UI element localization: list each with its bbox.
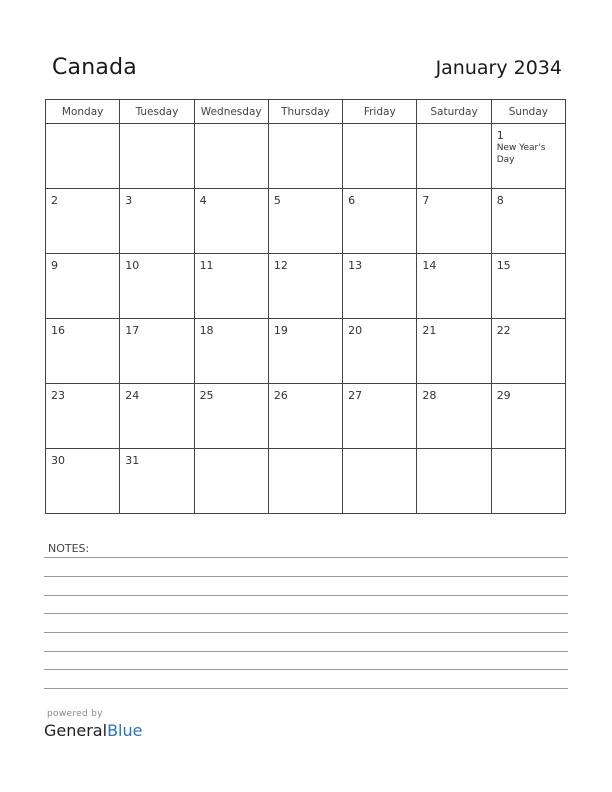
day-number: 24 — [125, 389, 140, 402]
brand-blue-text: Blue — [107, 721, 143, 740]
day-cell — [120, 449, 194, 514]
day-cell — [268, 254, 342, 319]
note-line — [44, 613, 568, 614]
day-cell — [268, 449, 342, 514]
weekday-header: Saturday — [417, 100, 491, 124]
weekday-header: Sunday — [491, 100, 565, 124]
day-number: 9 — [51, 259, 58, 272]
powered-by-text: powered by — [47, 709, 103, 719]
day-cell — [194, 254, 268, 319]
day-cell — [417, 189, 491, 254]
note-line — [44, 632, 568, 633]
note-line — [44, 557, 568, 558]
day-number: 19 — [273, 324, 288, 337]
brand-general-text: General — [44, 721, 108, 740]
note-line — [44, 576, 568, 577]
day-cell — [46, 189, 120, 254]
month-year-title: January 2034 — [435, 57, 562, 79]
day-cell — [268, 384, 342, 449]
day-number: 8 — [496, 194, 504, 207]
calendar-grid — [45, 99, 566, 514]
day-number: 27 — [348, 389, 363, 402]
day-number: 4 — [199, 194, 207, 207]
day-number: 2 — [51, 194, 58, 207]
day-cell — [46, 254, 120, 319]
day-number: 15 — [496, 259, 511, 272]
day-cell — [417, 124, 491, 189]
day-cell — [268, 319, 342, 384]
day-cell — [268, 124, 342, 189]
day-cell — [120, 189, 194, 254]
day-number: 25 — [199, 389, 214, 402]
notes-label: NOTES: — [48, 542, 90, 555]
day-cell — [46, 449, 120, 514]
country-title: Canada — [52, 55, 137, 80]
day-cell — [343, 449, 417, 514]
day-number: 30 — [51, 454, 65, 467]
weekday-header: Wednesday — [194, 100, 268, 124]
week-row — [46, 254, 566, 319]
week-row — [46, 384, 566, 449]
day-number: 10 — [125, 259, 140, 272]
day-number: 12 — [273, 259, 288, 272]
brand-logo — [44, 721, 142, 740]
day-number: 17 — [125, 324, 140, 337]
day-number: 5 — [273, 194, 281, 207]
day-number: 7 — [422, 194, 430, 207]
day-cell — [417, 319, 491, 384]
day-cell — [268, 189, 342, 254]
day-cell — [343, 384, 417, 449]
day-number: 16 — [51, 324, 65, 337]
day-cell — [194, 384, 268, 449]
weekday-header: Tuesday — [120, 100, 194, 124]
day-cell — [46, 124, 120, 189]
day-cell — [491, 189, 565, 254]
day-cell — [194, 449, 268, 514]
day-number: 21 — [422, 324, 437, 337]
weekday-header: Thursday — [268, 100, 342, 124]
day-cell — [120, 254, 194, 319]
week-row — [46, 449, 566, 514]
day-cell — [120, 319, 194, 384]
day-number: 1 — [496, 129, 504, 142]
day-cell — [491, 254, 565, 319]
day-cell — [491, 124, 565, 189]
day-cell — [343, 319, 417, 384]
day-number: 14 — [422, 259, 437, 272]
day-cell — [343, 124, 417, 189]
day-number: 13 — [348, 259, 363, 272]
weekday-header-row — [46, 100, 566, 124]
day-number: 26 — [273, 389, 288, 402]
day-cell — [417, 384, 491, 449]
day-number: 6 — [348, 194, 356, 207]
day-number: 22 — [496, 324, 511, 337]
week-row — [46, 189, 566, 254]
day-cell — [194, 189, 268, 254]
day-cell — [120, 384, 194, 449]
day-cell — [46, 384, 120, 449]
day-cell — [194, 319, 268, 384]
day-number: 11 — [199, 259, 214, 272]
day-cell — [417, 254, 491, 319]
day-cell — [491, 319, 565, 384]
day-number: 29 — [496, 389, 511, 402]
day-number: 20 — [348, 324, 363, 337]
note-line — [44, 595, 568, 596]
day-cell — [491, 449, 565, 514]
weekday-header: Friday — [343, 100, 417, 124]
day-number: 3 — [125, 194, 133, 207]
day-cell — [46, 319, 120, 384]
week-row — [46, 124, 566, 189]
day-cell — [343, 254, 417, 319]
day-cell — [120, 124, 194, 189]
day-cell — [491, 384, 565, 449]
week-row — [46, 319, 566, 384]
weekday-header: Monday — [46, 100, 120, 124]
holiday-label: New Year's Day — [496, 143, 546, 165]
note-line — [44, 669, 568, 670]
day-cell — [194, 124, 268, 189]
day-number: 18 — [199, 324, 214, 337]
day-number: 28 — [422, 389, 437, 402]
day-number: 23 — [51, 389, 65, 402]
note-line — [44, 651, 568, 652]
day-cell — [343, 189, 417, 254]
day-cell — [417, 449, 491, 514]
day-number: 31 — [125, 454, 140, 467]
note-line — [44, 688, 568, 689]
